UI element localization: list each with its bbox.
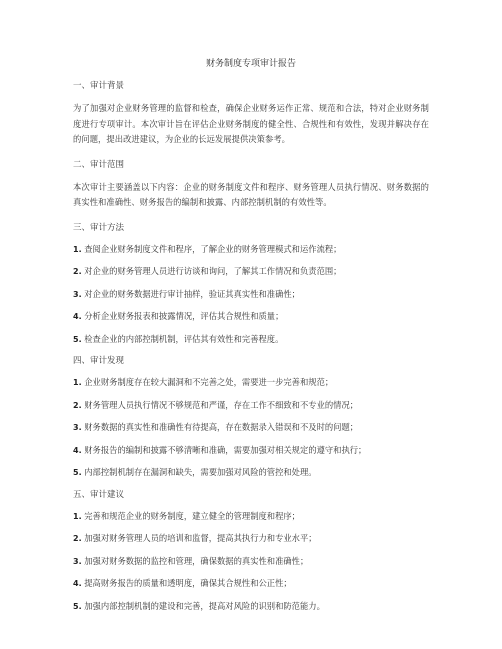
list-item [73, 265, 429, 278]
list-item [73, 243, 429, 256]
section-heading: 二、审计范围 [73, 159, 125, 170]
list-number: 1. [73, 511, 82, 521]
section-paragraph: 本次审计主要涵盖以下内容：企业的财务制度文件和程序、财务管理人员执行情况、财务数据的真实性和准确性、财务报告的编制和披露、内部控制机制的有效性等。 [73, 181, 429, 207]
section-methods [73, 222, 429, 346]
list-number: 2. [73, 534, 82, 543]
list-text: 查阅企业财务制度文件和程序，了解企业的财务管理模式和运作流程； [84, 243, 342, 254]
section-heading: 三、审计方法 [73, 222, 125, 233]
list-text: 对企业的财务管理人员进行访谈和询问，了解其工作情况和负责范围； [84, 266, 342, 276]
list-text: 加强内部控制机制的建设和完善，提高对风险的识别和防范能力。 [84, 600, 325, 611]
list-text: 财务数据的真实性和准确性有待提高，存在数据录入错误和不及时的问题； [84, 422, 359, 432]
list-text: 财务报告的编制和披露不够清晰和准确，需要加强对相关规定的遵守和执行； [84, 444, 367, 455]
list-text: 分析企业财务报表和披露情况，评估其合规性和质量； [84, 311, 284, 321]
list-item [73, 466, 429, 479]
section-heading: 五、审计建议 [73, 489, 125, 500]
section-findings [73, 355, 429, 479]
list-number: 5. [73, 601, 82, 611]
list-item [73, 532, 429, 545]
list-number: 3. [73, 556, 82, 566]
list-item [73, 444, 429, 457]
list-item [73, 600, 429, 613]
list-number: 1. [73, 378, 82, 387]
list-text: 对企业的财务数据进行审计抽样，验证其真实性和准确性； [84, 288, 300, 299]
list-number: 3. [73, 289, 82, 299]
document-title: 财务制度专项审计报告 [205, 59, 296, 69]
list-item [73, 577, 429, 590]
list-text: 加强对财务管理人员的培训和监督，提高其执行力和专业水平； [84, 533, 317, 543]
section-recommendations [73, 489, 429, 613]
list-number: 3. [73, 423, 82, 432]
section-paragraph: 为了加强对企业财务管理的监督和检查，确保企业财务运作正常、规范和合法，特对企业财务制度进行专项审计。本次审计旨在评估企业财务制度的健全性、合规性和有效性，发现并解决存在的问题，提出改进建议，为企业的长远发展提供决策参考。 [73, 103, 429, 144]
list-number: 5. [73, 468, 82, 477]
list-number: 5. [73, 334, 82, 344]
section-heading: 四、审计发现 [73, 356, 125, 366]
list-item [73, 376, 429, 389]
list-item [73, 399, 429, 412]
list-number: 4. [73, 445, 82, 455]
list-number: 1. [73, 244, 82, 254]
list-item [73, 510, 429, 523]
list-text: 加强对财务数据的监控和管理，确保数据的真实性和准确性； [84, 555, 309, 566]
list-item [73, 421, 429, 434]
list-item [73, 333, 429, 346]
list-text: 内部控制机制存在漏洞和缺失，需要加强对风险的管控和处理。 [84, 467, 317, 477]
list-text: 提高财务报告的质量和透明度，确保其合规性和公正性； [84, 578, 292, 588]
list-text: 检查企业的内部控制机制，评估其有效性和完善程度。 [84, 333, 284, 344]
section-background [73, 80, 429, 148]
list-number: 4. [73, 312, 82, 321]
section-heading: 一、审计背景 [73, 81, 125, 91]
section-scope [73, 159, 429, 211]
list-number: 2. [73, 267, 82, 276]
list-number: 2. [73, 400, 82, 410]
list-text: 企业财务制度存在较大漏洞和不完善之处，需要进一步完善和规范； [84, 377, 334, 387]
list-number: 4. [73, 579, 82, 588]
list-item [73, 310, 429, 323]
list-text: 财务管理人员执行情况不够规范和严谨，存在工作不细致和不专业的情况； [84, 399, 359, 410]
list-item [73, 555, 429, 568]
list-item [73, 288, 429, 301]
list-text: 完善和规范企业的财务制度，建立健全的管理制度和程序； [84, 510, 300, 521]
